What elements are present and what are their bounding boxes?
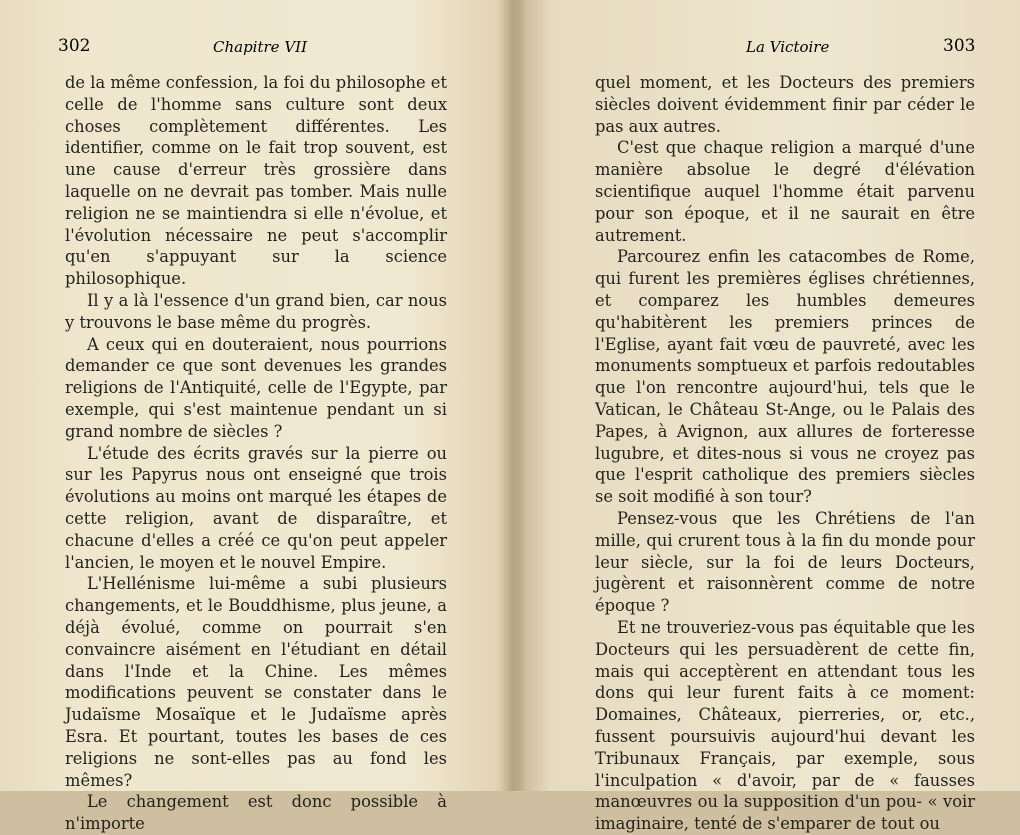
page-number: 302 xyxy=(58,36,91,56)
paragraph: Pensez-vous que les Chrétiens de l'an mille, qui crurent tous à la fin du monde pour leur siècle, sur la foi de leurs Docteurs, jugèrent et raisonnèrent comme de notre époque ? xyxy=(595,508,975,616)
right-page xyxy=(510,0,1020,834)
paragraph: Le changement est donc possible à n'importe xyxy=(65,792,447,834)
paragraph: L'Hellénisme lui-même a subi plusieurs changements, et le Bouddhisme, plus jeune, a déjà évolué, comme on pourrait s'en convaincre aisément en l'étudiant en détail dans l'Inde et la Chine. Les mêmes modifications peuvent se constater dans le Judaïsme Mosaïque et le Judaïsme après Esra. Et pourtant, toutes les bases de ces religions ne sont-elles pas au fond les mêmes? xyxy=(65,574,447,790)
paragraph: A ceux qui en douteraient, nous pourrions demander ce que sont devenues les grandes religions de l'Antiquité, celle de l'Egypte, par exemple, qui s'est maintenue pendant un si grand nombre de siècles ? xyxy=(65,334,447,441)
paragraph: de la même confession, la foi du philosophe et celle de l'homme sans culture sont deux choses complètement différentes. Les identifier, comme on le fait trop souvent, est une cause d'erreur très grossière dans laquelle on ne devrait pas tomber. Mais nulle religion ne se maintiendra si elle n'évolue, et l'évolution nécessaire ne peut s'accomplir qu'en s'appuyant sur la science philosophique. xyxy=(65,73,447,289)
page-number: 303 xyxy=(943,36,976,56)
running-head: La Victoire xyxy=(746,38,830,56)
paragraph: quel moment, et les Docteurs des premiers siècles doivent évidemment finir par céder le pas aux autres. xyxy=(595,73,975,136)
paragraph: L'étude des écrits gravés sur la pierre ou sur les Papyrus nous ont enseigné que trois évolutions au moins ont marqué les étapes de cette religion, avant de disparaître, et chacune d'elles a créé ce qu'on peut appeler l'ancien, le moyen et le nouvel Empire. xyxy=(65,443,447,572)
paragraph: Il y a là l'essence d'un grand bien, car nous y trouvons le base même du progrès. xyxy=(65,290,447,332)
paragraph: C'est que chaque religion a marqué d'une manière absolue le degré d'élévation scientifique auquel l'homme était parvenu pour son époque, et il ne saurait en être autrement. xyxy=(595,138,975,245)
page-text xyxy=(65,72,447,835)
running-head: Chapitre VII xyxy=(213,38,308,56)
page-text xyxy=(595,72,975,835)
paragraph: Et ne trouveriez-vous pas équitable que les Docteurs qui les persuadèrent de cette fin, mais qui acceptèrent en attendant tous les dons qui leur furent faits à ce moment: Domaines, Châteaux, pierreries, or, etc., fussent poursuivis aujourd'hui devant les Tribunaux Français, par exemple, sous l'inculpation « d'avoir, par de « fausses manœuvres ou la supposition d'un pou- « voir imaginaire, tenté de s'emparer de tout ou xyxy=(595,617,975,834)
left-page xyxy=(0,0,510,834)
paragraph: Parcourez enfin les catacombes de Rome, qui furent les premières églises chrétiennes, et comparez les humbles demeures qu'habitèrent les premiers princes de l'Eglise, ayant fait vœu de pauvreté, avec les monuments somptueux et parfois redoutables que l'on rencontre aujourd'hui, tels que le Vatican, le Château St-Ange, ou le Palais des Papes, à Avignon, aux allures de forteresse lugubre, et dites-nous si vous ne croyez pas que l'esprit catholique des premiers siècles se soit modifié à son tour? xyxy=(595,247,975,507)
book-gutter xyxy=(496,0,526,791)
